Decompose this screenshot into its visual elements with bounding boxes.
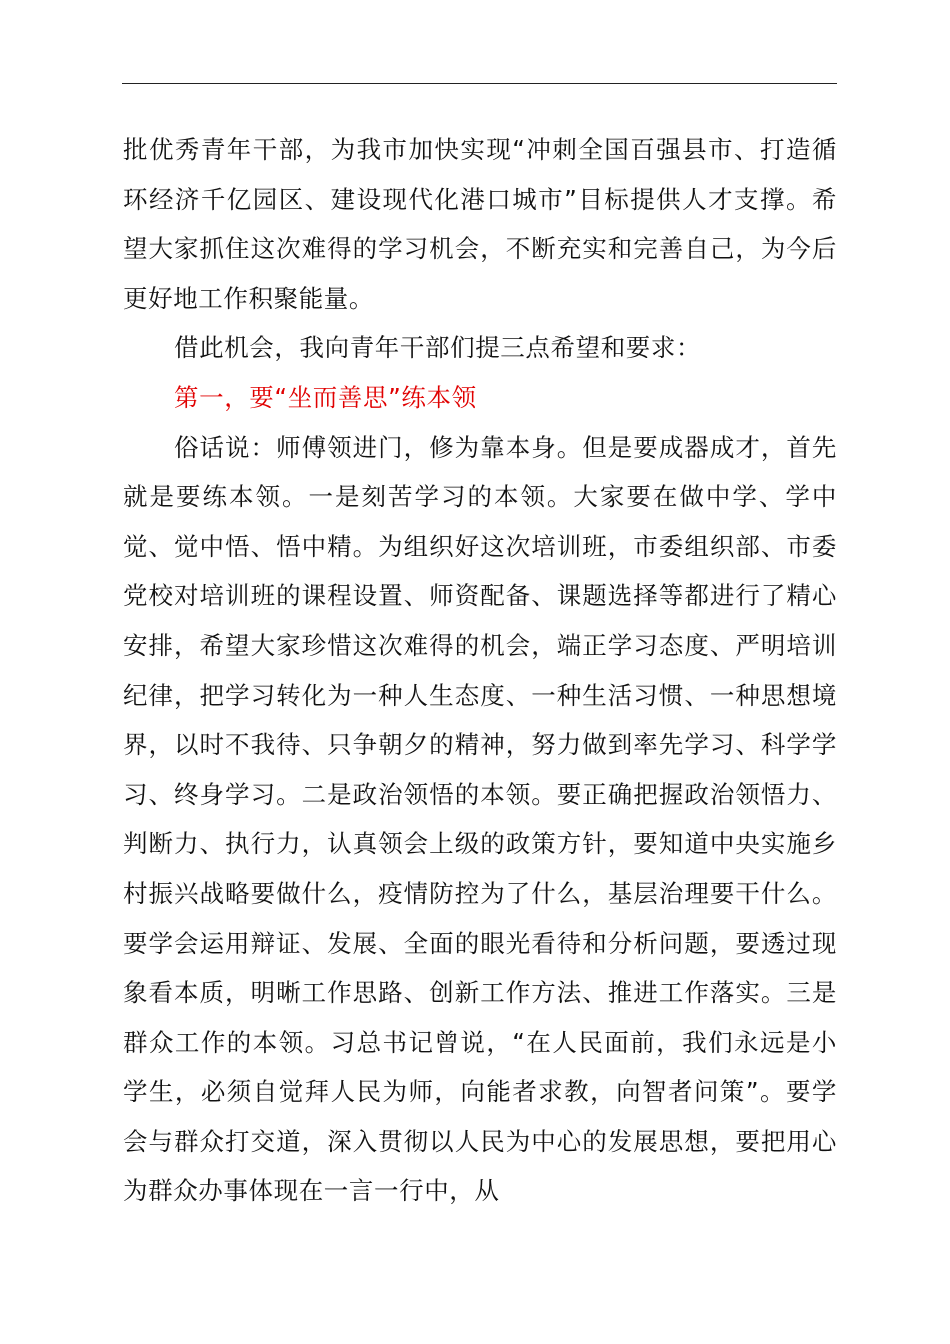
paragraph-transition: 借此机会，我向青年干部们提三点希望和要求：: [174, 333, 702, 363]
paragraph-intro-continued: 批优秀青年干部，为我市加快实现“冲刺全国百强县市、打造循环经济千亿园区、建设现代化港口城市”目标提供人才支撑。希望大家抓住这次难得的学习机会，不断充实和完善自己，为今后更好地工作积聚能量。: [123, 135, 837, 313]
document-body: [123, 125, 837, 1216]
header-rule: [122, 83, 837, 84]
paragraph-skills: 俗话说：师傅领进门，修为靠本身。但是要成器成才，首先就是要练本领。一是刻苦学习的本领。大家要在做中学、学中觉、觉中悟、悟中精。为组织好这次培训班，市委组织部、市委党校对培训班的课程设置、师资配备、课题选择等都进行了精心安排，希望大家珍惜这次难得的机会，端正学习态度、严明培训纪律，把学习转化为一种人生态度、一种生活习惯、一种思想境界，以时不我待、只争朝夕的精神，努力做到率先学习、科学学习、终身学习。二是政治领悟的本领。要正确把握政治领悟力、判断力、执行力，认真领会上级的政策方针，要知道中央实施乡村振兴战略要做什么，疫情防控为了什么，基层治理要干什么。要学会运用辩证、发展、全面的眼光看待和分析问题，要透过现象看本质，明晰工作思路、创新工作方法、推进工作落实。三是群众工作的本领。习总书记曾说，“在人民面前，我们永远是小学生，必须自觉拜人民为师，向能者求教，向智者问策”。要学会与群众打交道，深入贯彻以人民为中心的发展思想，要把用心为群众办事体现在一言一行中，从: [123, 432, 837, 1206]
section-heading-first: 第一，要“坐而善思”练本领: [174, 382, 477, 412]
